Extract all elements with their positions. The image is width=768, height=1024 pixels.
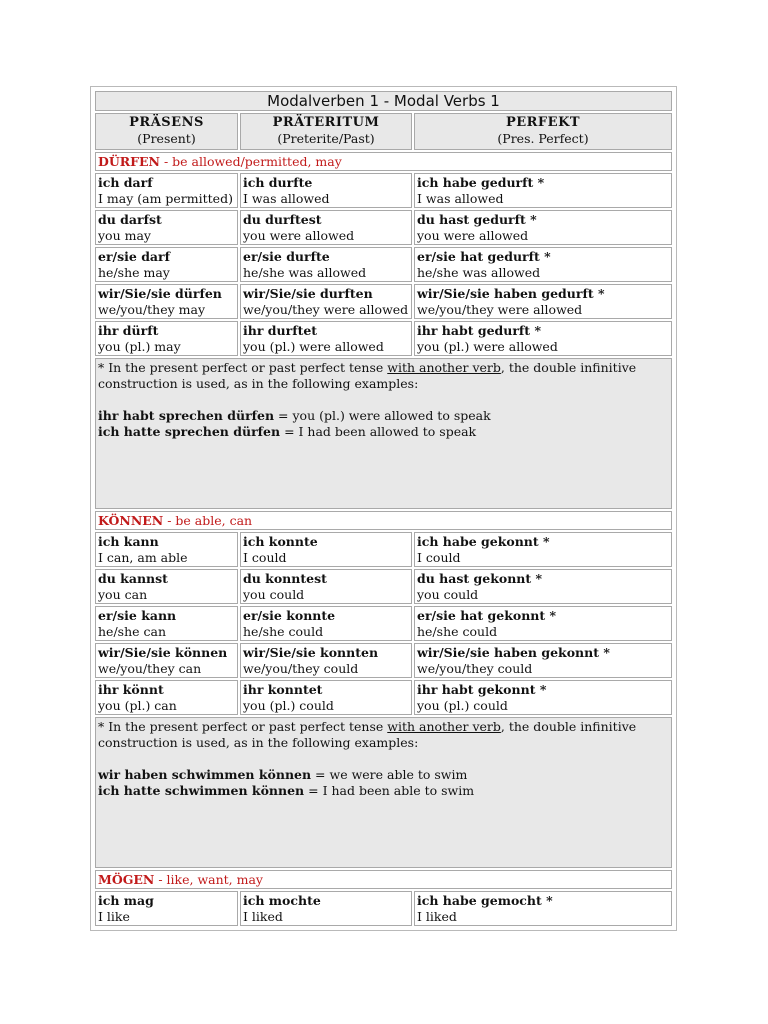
german-form: er/sie durfte [243,249,330,264]
note-before: * In the present perfect or past perfect tense [98,360,388,375]
english-translation: I could [243,550,287,565]
english-translation: I liked [417,909,457,924]
english-translation: he/she may [98,265,170,280]
section-meaning: - be allowed/permitted, may [159,154,342,169]
section-meaning: - be able, can [163,513,253,528]
conjugation-cell [240,173,412,208]
conjugation-cell [414,247,672,282]
note-row-1 [95,717,672,868]
conjugation-cell [414,210,672,245]
conjugation-cell [95,569,238,604]
table-row [95,173,672,208]
example-english: = I had been allowed to speak [280,424,477,439]
german-form: du darfst [98,212,162,227]
german-form: ihr dürft [98,323,159,338]
german-form: ich habe gekonnt * [417,534,550,549]
conjugation-cell [414,321,672,356]
modal-verbs-sheet [90,86,677,931]
english-translation: he/she was allowed [243,265,367,280]
example-line [98,408,669,424]
english-translation: I liked [243,909,283,924]
german-form: wir/Sie/sie haben gedurft * [417,286,605,301]
german-form: ich durfte [243,175,313,190]
section-verb: MÖGEN [98,872,155,887]
example-english: = you (pl.) were allowed to speak [274,408,491,423]
english-translation: I was allowed [417,191,504,206]
german-form: wir/Sie/sie durften [243,286,373,301]
header-preterite [240,113,412,150]
example-german: ihr habt sprechen dürfen [98,408,275,423]
conjugation-cell [414,643,672,678]
german-form: ich darf [98,175,153,190]
english-translation: we/you/they may [98,302,206,317]
english-translation: we/you/they were allowed [417,302,583,317]
german-form: ihr konntet [243,682,323,697]
section-verb: DÜRFEN [98,154,160,169]
table-row [95,569,672,604]
english-translation: I was allowed [243,191,330,206]
page-title: Modalverben 1 - Modal Verbs 1 [95,91,672,111]
note-spacer [98,392,669,408]
english-translation: you could [243,587,305,602]
english-translation: you (pl.) may [98,339,181,354]
section-heading [95,511,672,530]
conjugation-cell [414,532,672,567]
double-infinitive-note [95,717,672,868]
conjugation-cell [95,643,238,678]
german-form: ich konnte [243,534,318,549]
english-translation: you could [417,587,479,602]
german-form: du konntest [243,571,327,586]
note-spacer [98,751,669,767]
note-text [98,719,669,751]
example-german: ich hatte sprechen dürfen [98,424,281,439]
conjugation-cell [95,247,238,282]
conjugation-cell [414,284,672,319]
header-present-sub: (Present) [137,131,196,146]
german-form: ich mag [98,893,154,908]
german-form: wir/Sie/sie können [98,645,228,660]
german-form: er/sie konnte [243,608,336,623]
example-english: = we were able to swim [311,767,468,782]
table-row [95,210,672,245]
german-form: ihr habt gedurft * [417,323,541,338]
note-after: , the double infinitive construction is used, as in the following examples: [98,360,637,391]
section-row-1 [95,511,672,530]
conjugation-cell [240,247,412,282]
section-verb: KÖNNEN [98,513,164,528]
conjugation-cell [240,210,412,245]
conjugation-cell [95,210,238,245]
example-german: wir haben schwimmen können [98,767,312,782]
german-form: ihr könnt [98,682,164,697]
conjugation-cell [240,643,412,678]
conjugation-cell [240,284,412,319]
german-form: ich kann [98,534,159,549]
section-row-2 [95,870,672,889]
english-translation: he/she was allowed [417,265,541,280]
conjugation-cell [95,891,238,926]
conjugation-cell [240,680,412,715]
table-row [95,891,672,926]
double-infinitive-note [95,358,672,509]
conjugation-cell [95,173,238,208]
section-row-0 [95,152,672,171]
title-row [95,91,672,111]
conjugation-cell [95,606,238,641]
table-row [95,643,672,678]
note-row-0 [95,358,672,509]
conjugation-cell [414,173,672,208]
english-translation: you (pl.) could [243,698,334,713]
german-form: ich mochte [243,893,321,908]
table-row [95,321,672,356]
header-perfect [414,113,672,150]
german-form: du hast gedurft * [417,212,537,227]
german-form: wir/Sie/sie haben gekonnt * [417,645,610,660]
conjugation-cell [240,606,412,641]
conjugation-cell [240,532,412,567]
header-present [95,113,238,150]
english-translation: you were allowed [243,228,355,243]
header-row [95,113,672,150]
german-form: ich habe gedurft * [417,175,545,190]
conjugation-cell [240,891,412,926]
table-row [95,532,672,567]
section-meaning: - like, want, may [154,872,263,887]
german-form: wir/Sie/sie konnten [243,645,379,660]
german-form: er/sie darf [98,249,170,264]
note-before: * In the present perfect or past perfect tense [98,719,388,734]
header-perfect-sub: (Pres. Perfect) [497,131,589,146]
example-line [98,424,669,440]
table-row [95,247,672,282]
english-translation: you (pl.) can [98,698,177,713]
section-heading [95,870,672,889]
english-translation: we/you/they could [417,661,533,676]
english-translation: you (pl.) were allowed [243,339,384,354]
table-row [95,680,672,715]
conjugation-cell [414,680,672,715]
note-underlined: with another verb [387,719,501,734]
english-translation: I could [417,550,461,565]
german-form: ich habe gemocht * [417,893,553,908]
example-line [98,783,669,799]
english-translation: we/you/they were allowed [243,302,409,317]
conjugation-cell [414,569,672,604]
english-translation: you were allowed [417,228,529,243]
german-form: ihr durftet [243,323,318,338]
english-translation: he/she could [417,624,498,639]
example-german: ich hatte schwimmen können [98,783,305,798]
english-translation: he/she can [98,624,166,639]
english-translation: I may (am permitted) [98,191,233,206]
english-translation: I like [98,909,130,924]
conjugation-cell [240,321,412,356]
german-form: du hast gekonnt * [417,571,543,586]
conjugation-cell [414,606,672,641]
english-translation: you (pl.) could [417,698,508,713]
english-translation: you may [98,228,151,243]
german-form: ihr habt gekonnt * [417,682,547,697]
german-form: er/sie hat gekonnt * [417,608,557,623]
section-heading [95,152,672,171]
header-preterite-sub: (Preterite/Past) [277,131,375,146]
conjugation-cell [95,532,238,567]
note-underlined: with another verb [387,360,501,375]
german-form: er/sie hat gedurft * [417,249,551,264]
example-line [98,767,669,783]
english-translation: you can [98,587,148,602]
german-form: er/sie kann [98,608,177,623]
german-form: wir/Sie/sie dürfen [98,286,222,301]
header-present-label: PRÄSENS [129,115,204,130]
conjugation-cell [95,321,238,356]
english-translation: he/she could [243,624,324,639]
header-perfect-label: PERFEKT [505,115,581,130]
header-preterite-label: PRÄTERITUM [272,115,380,130]
english-translation: you (pl.) were allowed [417,339,558,354]
note-after: , the double infinitive construction is used, as in the following examples: [98,719,637,750]
conjugation-cell [414,891,672,926]
conjugation-table [93,89,674,928]
english-translation: I can, am able [98,550,188,565]
table-row [95,606,672,641]
english-translation: we/you/they can [98,661,202,676]
table-row [95,284,672,319]
german-form: du kannst [98,571,168,586]
conjugation-cell [95,680,238,715]
english-translation: we/you/they could [243,661,359,676]
german-form: du durftest [243,212,322,227]
conjugation-cell [240,569,412,604]
note-text [98,360,669,392]
example-english: = I had been able to swim [304,783,475,798]
conjugation-cell [95,284,238,319]
